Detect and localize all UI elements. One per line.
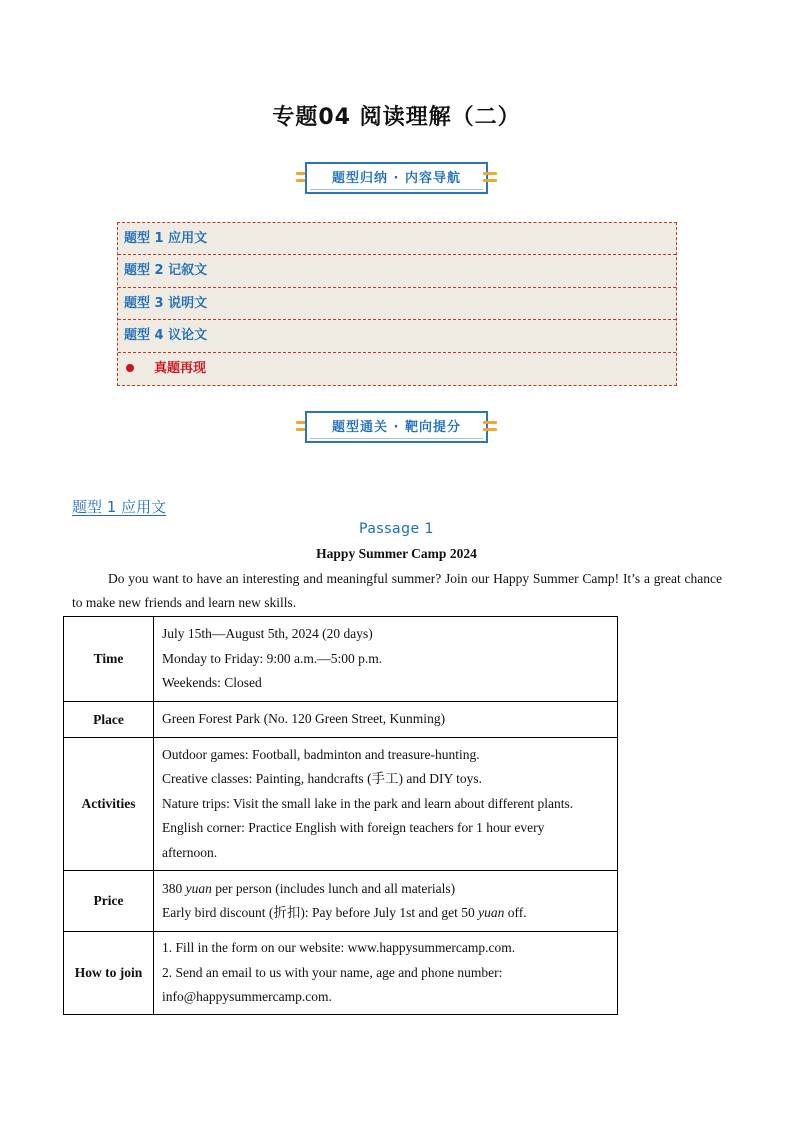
section-banner-navigation — [296, 162, 497, 196]
activity-line: Nature trips: Visit the small lake in the park and learn about different plants. — [162, 795, 574, 811]
price-value — [154, 871, 618, 932]
table-row-activities — [64, 738, 618, 871]
nav-item-type-2[interactable]: 题型 2 记叙文 — [118, 255, 676, 287]
place-value — [154, 702, 618, 738]
place-line: Green Forest Park (No. 120 Green Street, Kunming) — [162, 711, 446, 727]
activity-line: afternoon. — [162, 844, 218, 860]
join-line: 2. Send an email to us with your name, age and phone number: — [162, 964, 503, 980]
passage-label: Passage 1 — [359, 521, 434, 537]
nav-item-label: 真题再现 — [154, 360, 207, 376]
price-label: Price — [64, 871, 154, 932]
nav-item-type-4[interactable]: 题型 4 议论文 — [118, 320, 676, 352]
time-line: Weekends: Closed — [162, 675, 262, 691]
banner-label: 题型通关 · 靶向提分 — [305, 411, 488, 443]
price-amount: 380 — [162, 880, 183, 896]
how-to-join-value — [154, 932, 618, 1015]
activity-line: English corner: Practice English with foreign teachers for 1 hour every — [162, 820, 545, 836]
discount-line — [162, 901, 609, 926]
activities-value — [154, 738, 618, 871]
equals-decoration-icon — [483, 172, 497, 184]
discount-end: off. — [507, 905, 527, 920]
discount-text: Early bird discount (折扣): Pay before July 1st and get 50 — [162, 905, 475, 920]
nav-item-type-3[interactable]: 题型 3 说明文 — [118, 288, 676, 320]
table-row-place — [64, 702, 618, 738]
table-row-how-to-join — [64, 932, 618, 1015]
table-row-time — [64, 617, 618, 702]
nav-item-past-exams[interactable] — [118, 353, 676, 385]
banner-label: 题型归纳 · 内容导航 — [305, 162, 488, 194]
time-value — [154, 617, 618, 702]
price-line — [162, 877, 609, 902]
time-line: Monday to Friday: 9:00 a.m.—5:00 p.m. — [162, 650, 383, 666]
section-heading-link[interactable]: 题型 1 应用文 — [72, 498, 167, 516]
join-line: 1. Fill in the form on our website: www.happysummercamp.com. — [162, 940, 516, 956]
table-row-price — [64, 871, 618, 932]
place-label: Place — [64, 702, 154, 738]
content-navigation-box — [117, 222, 677, 386]
join-line: info@happysummercamp.com. — [162, 989, 332, 1005]
how-to-join-label: How to join — [64, 932, 154, 1015]
activity-line: Outdoor games: Football, badminton and treasure-hunting. — [162, 746, 480, 762]
page-title: 专题04 阅读理解（二） — [272, 105, 521, 130]
intro-paragraph: Do you want to have an interesting and meaningful summer? Join our Happy Summer Camp! It’s a great chance to make new friends and learn new skills. — [72, 571, 722, 610]
currency-unit: yuan — [478, 905, 505, 920]
time-line: July 15th—August 5th, 2024 (20 days) — [162, 626, 373, 642]
bullet-dot-icon — [126, 364, 134, 372]
camp-title: Happy Summer Camp 2024 — [316, 546, 477, 561]
currency-unit: yuan — [185, 880, 212, 896]
section-banner-practice — [296, 411, 497, 445]
price-detail: per person (includes lunch and all materials) — [215, 880, 456, 896]
camp-info-table — [63, 616, 618, 1015]
time-label: Time — [64, 617, 154, 702]
equals-decoration-icon — [483, 421, 497, 433]
activities-label: Activities — [64, 738, 154, 871]
nav-item-type-1[interactable]: 题型 1 应用文 — [118, 223, 676, 255]
activity-line: Creative classes: Painting, handcrafts (手工) and DIY toys. — [162, 771, 483, 787]
